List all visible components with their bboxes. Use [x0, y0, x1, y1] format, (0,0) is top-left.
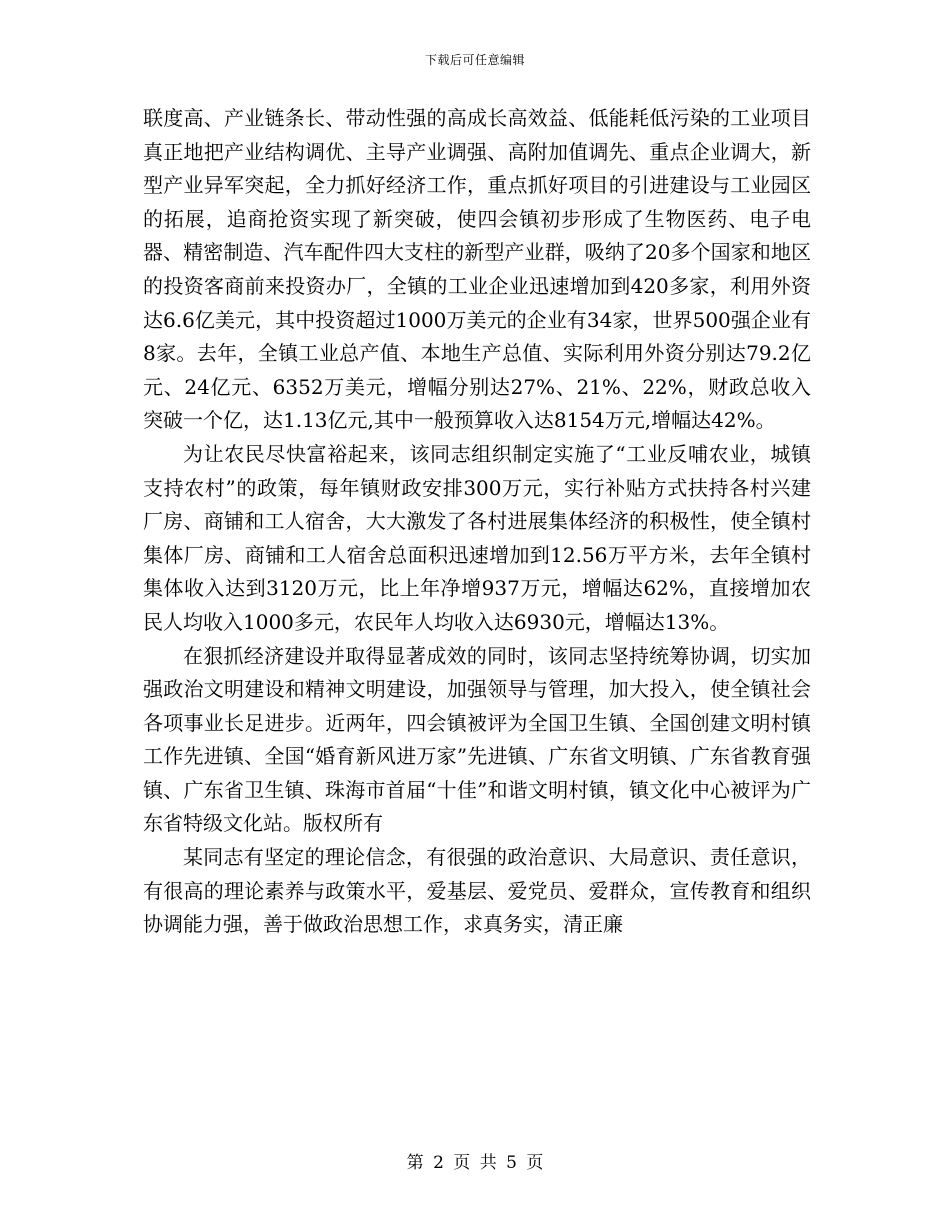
paragraph-industry: 联度高、产业链条长、带动性强的高成长高效益、低能耗低污染的工业项目真正地把产业结构调优、主导产业调强、高附加值调先、重点企业调大，新型产业异军突起，全力抓好经济工作，重点抓好项目的引进建设与工业园区的拓展，追商抢资实现了新突破，使四会镇初步形成了生物医药、电子电器、精密制造、汽车配件四大支柱的新型产业群，吸纳了20多个国家和地区的投资客商前来投资办厂，全镇的工业企业迅速增加到420多家，利用外资达6.6亿美元，其中投资超过1000万美元的企业有34家，世界500强企业有8家。去年，全镇工业总产值、本地生产总值、实际利用外资分别达79.2亿元、24亿元、6352万美元，增幅分别达27%、21%、22%，财政总收入突破一个亿，达1.13亿元,其中一般预算收入达8154万元,增幅达42%。	[143, 106, 811, 433]
paragraph-civilization: 在狠抓经济建设并取得显著成效的同时，该同志坚持统筹协调，切实加强政治文明建设和精神文明建设，加强领导与管理，加大投入，使全镇社会各项事业长足进步。近两年，四会镇被评为全国卫生镇、全国创建文明村镇工作先进镇、全国“婚育新风进万家”先进镇、广东省文明镇、广东省教育强镇、广东省卫生镇、珠海市首届“十佳”和谐文明村镇，镇文化中心被评为广东省特级文化站。版权所有	[143, 643, 811, 836]
page-number-footer: 第 2 页 共 5 页	[406, 1153, 544, 1173]
paragraph-personal-qualities: 某同志有坚定的理论信念，有很强的政治意识、大局意识、责任意识，有很高的理论素养与政策水平，爱基层、爱党员、爱群众，宣传教育和组织协调能力强，善于做政治思想工作，求真务实，清正廉	[143, 845, 811, 937]
paragraph-rural-income: 为让农民尽快富裕起来，该同志组织制定实施了“工业反哺农业，城镇支持农村”的政策，每年镇财政安排300万元，实行补贴方式扶持各村兴建厂房、商铺和工人宿舍，大大激发了各村进展集体经济的积极性，使全镇村集体厂房、商铺和工人宿舍总面积迅速增加到12.56万平方米，去年全镇村集体收入达到3120万元，比上年净增937万元，增幅达62%，直接增加农民人均收入1000多元，农民年人均收入达6930元，增幅达13%。	[143, 441, 811, 634]
document-body	[143, 102, 811, 942]
page-header: 下载后可任意编辑	[424, 53, 525, 67]
